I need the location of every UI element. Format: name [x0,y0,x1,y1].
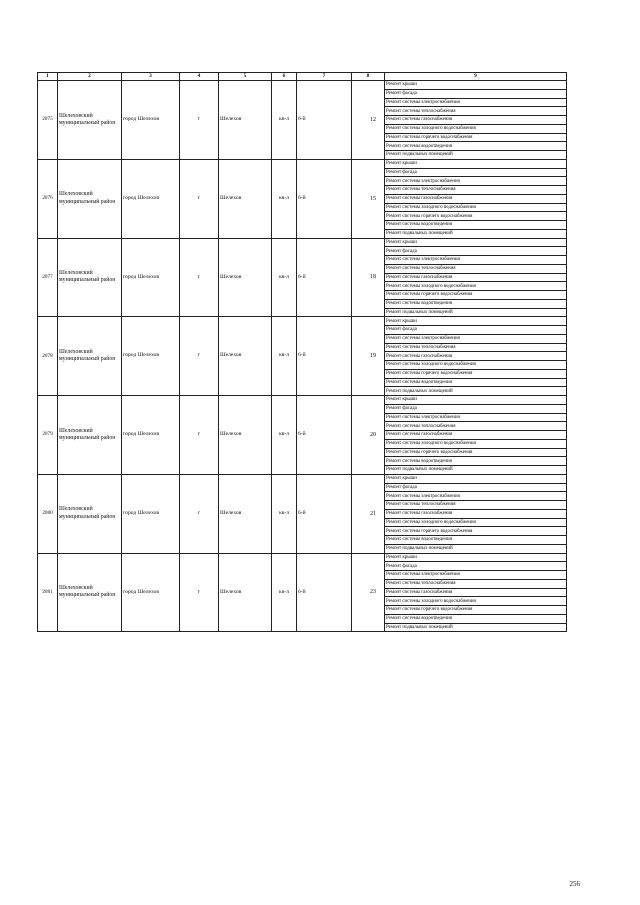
record-number: 2078 [38,317,58,396]
work-type: Ремонт системы электроснабжения [385,177,567,186]
street-name: 6-й [297,317,352,396]
settlement-name: город Шелехов [122,81,180,160]
work-type: Ремонт системы холодного водоснабжения [385,439,567,448]
work-type: Ремонт системы теплоснабжения [385,501,567,510]
locality-name: Шелехов [219,159,272,238]
work-type: Ремонт системы электроснабжения [385,492,567,501]
district-name: Шелеховский муниципальный район [58,159,122,238]
table-row [38,81,567,90]
street-name: 6-й [297,396,352,475]
work-type: Ремонт фасада [385,404,567,413]
locality-name: Шелехов [219,317,272,396]
column-header-1: 1 [38,73,58,81]
work-type: Ремонт системы газоснабжения [385,352,567,361]
work-type: Ремонт подвальных помещений [385,544,567,553]
settlement-name: город Шелехов [122,396,180,475]
record-number: 2075 [38,81,58,160]
street-name: 6-й [297,81,352,160]
work-type: Ремонт фасада [385,89,567,98]
work-type: Ремонт системы водоотведения [385,142,567,151]
column-header-2: 2 [58,73,122,81]
district-name: Шелеховский муниципальный район [58,553,122,632]
settlement-type: г [180,553,219,632]
column-header-7: 7 [297,73,352,81]
work-type: Ремонт системы электроснабжения [385,571,567,580]
street-type: кв-л [272,396,297,475]
record-number: 2080 [38,474,58,553]
work-type: Ремонт системы холодного водоснабжения [385,518,567,527]
table-row [38,553,567,562]
work-type: Ремонт крыши [385,238,567,247]
work-type: Ремонт фасада [385,326,567,335]
table-header-row [38,73,567,81]
work-type: Ремонт системы теплоснабжения [385,579,567,588]
column-header-4: 4 [180,73,219,81]
work-type: Ремонт фасада [385,247,567,256]
work-type: Ремонт подвальных помещений [385,229,567,238]
street-type: кв-л [272,474,297,553]
table-row [38,238,567,247]
table-row [38,474,567,483]
work-type: Ремонт фасада [385,562,567,571]
work-type: Ремонт системы теплоснабжения [385,264,567,273]
street-type: кв-л [272,317,297,396]
work-type: Ремонт системы электроснабжения [385,98,567,107]
district-name: Шелеховский муниципальный район [58,238,122,317]
street-name: 6-й [297,474,352,553]
work-type: Ремонт системы холодного водоснабжения [385,203,567,212]
locality-name: Шелехов [219,238,272,317]
settlement-type: г [180,474,219,553]
work-type: Ремонт системы газоснабжения [385,273,567,282]
locality-name: Шелехов [219,474,272,553]
work-type: Ремонт системы газоснабжения [385,588,567,597]
settlement-type: г [180,159,219,238]
house-number: 20 [352,396,385,475]
house-number: 15 [352,159,385,238]
street-type: кв-л [272,159,297,238]
work-type: Ремонт системы водоотведения [385,378,567,387]
locality-name: Шелехов [219,81,272,160]
work-type: Ремонт подвальных помещений [385,623,567,632]
work-type: Ремонт системы водоотведения [385,299,567,308]
work-type: Ремонт системы холодного водоснабжения [385,124,567,133]
record-number: 2081 [38,553,58,632]
settlement-name: город Шелехов [122,317,180,396]
settlement-type: г [180,317,219,396]
work-type: Ремонт системы электроснабжения [385,413,567,422]
work-type: Ремонт системы водоотведения [385,536,567,545]
house-number: 21 [352,474,385,553]
column-header-3: 3 [122,73,180,81]
work-type: Ремонт подвальных помещений [385,466,567,475]
page-number: 256 [569,880,580,888]
work-type: Ремонт крыши [385,474,567,483]
work-type: Ремонт фасада [385,168,567,177]
settlement-name: город Шелехов [122,553,180,632]
settlement-name: город Шелехов [122,159,180,238]
street-type: кв-л [272,238,297,317]
settlement-type: г [180,81,219,160]
work-type: Ремонт системы газоснабжения [385,116,567,125]
work-type: Ремонт системы электроснабжения [385,256,567,265]
district-name: Шелеховский муниципальный район [58,396,122,475]
work-type: Ремонт системы теплоснабжения [385,343,567,352]
work-type: Ремонт системы водоотведения [385,614,567,623]
locality-name: Шелехов [219,396,272,475]
work-type: Ремонт системы горячего водоснабжения [385,606,567,615]
settlement-name: город Шелехов [122,238,180,317]
street-name: 6-й [297,238,352,317]
district-name: Шелеховский муниципальный район [58,317,122,396]
work-type: Ремонт системы теплоснабжения [385,422,567,431]
house-number: 18 [352,238,385,317]
settlement-type: г [180,238,219,317]
record-number: 2076 [38,159,58,238]
work-type: Ремонт системы электроснабжения [385,334,567,343]
work-type: Ремонт системы водоотведения [385,457,567,466]
work-type: Ремонт крыши [385,159,567,168]
table-body [38,81,567,632]
work-type: Ремонт системы горячего водоснабжения [385,133,567,142]
column-header-6: 6 [272,73,297,81]
table-row [38,159,567,168]
settlement-name: город Шелехов [122,474,180,553]
street-name: 6-й [297,553,352,632]
street-type: кв-л [272,81,297,160]
column-header-8: 8 [352,73,385,81]
work-type: Ремонт крыши [385,317,567,326]
house-number: 23 [352,553,385,632]
work-type: Ремонт системы теплоснабжения [385,186,567,195]
capital-repair-table [37,72,567,632]
work-type: Ремонт системы горячего водоснабжения [385,212,567,221]
work-type: Ремонт системы горячего водоснабжения [385,527,567,536]
work-type: Ремонт системы холодного водоснабжения [385,597,567,606]
work-type: Ремонт системы холодного водоснабжения [385,282,567,291]
work-type: Ремонт подвальных помещений [385,151,567,160]
column-header-5: 5 [219,73,272,81]
table-row [38,396,567,405]
district-name: Шелеховский муниципальный район [58,474,122,553]
work-type: Ремонт системы горячего водоснабжения [385,448,567,457]
street-name: 6-й [297,159,352,238]
work-type: Ремонт системы газоснабжения [385,509,567,518]
work-type: Ремонт крыши [385,81,567,90]
house-number: 12 [352,81,385,160]
work-type: Ремонт крыши [385,396,567,405]
work-type: Ремонт фасада [385,483,567,492]
work-type: Ремонт системы газоснабжения [385,194,567,203]
record-number: 2079 [38,396,58,475]
work-type: Ремонт системы водоотведения [385,221,567,230]
district-name: Шелеховский муниципальный район [58,81,122,160]
house-number: 19 [352,317,385,396]
work-type: Ремонт крыши [385,553,567,562]
work-type: Ремонт системы горячего водоснабжения [385,291,567,300]
work-type: Ремонт системы горячего водоснабжения [385,369,567,378]
work-type: Ремонт подвальных помещений [385,387,567,396]
work-type: Ремонт системы холодного водоснабжения [385,361,567,370]
work-type: Ремонт системы теплоснабжения [385,107,567,116]
locality-name: Шелехов [219,553,272,632]
table-row [38,317,567,326]
settlement-type: г [180,396,219,475]
street-type: кв-л [272,553,297,632]
column-header-9: 9 [385,73,567,81]
record-number: 2077 [38,238,58,317]
work-type: Ремонт подвальных помещений [385,308,567,317]
work-type: Ремонт системы газоснабжения [385,431,567,440]
